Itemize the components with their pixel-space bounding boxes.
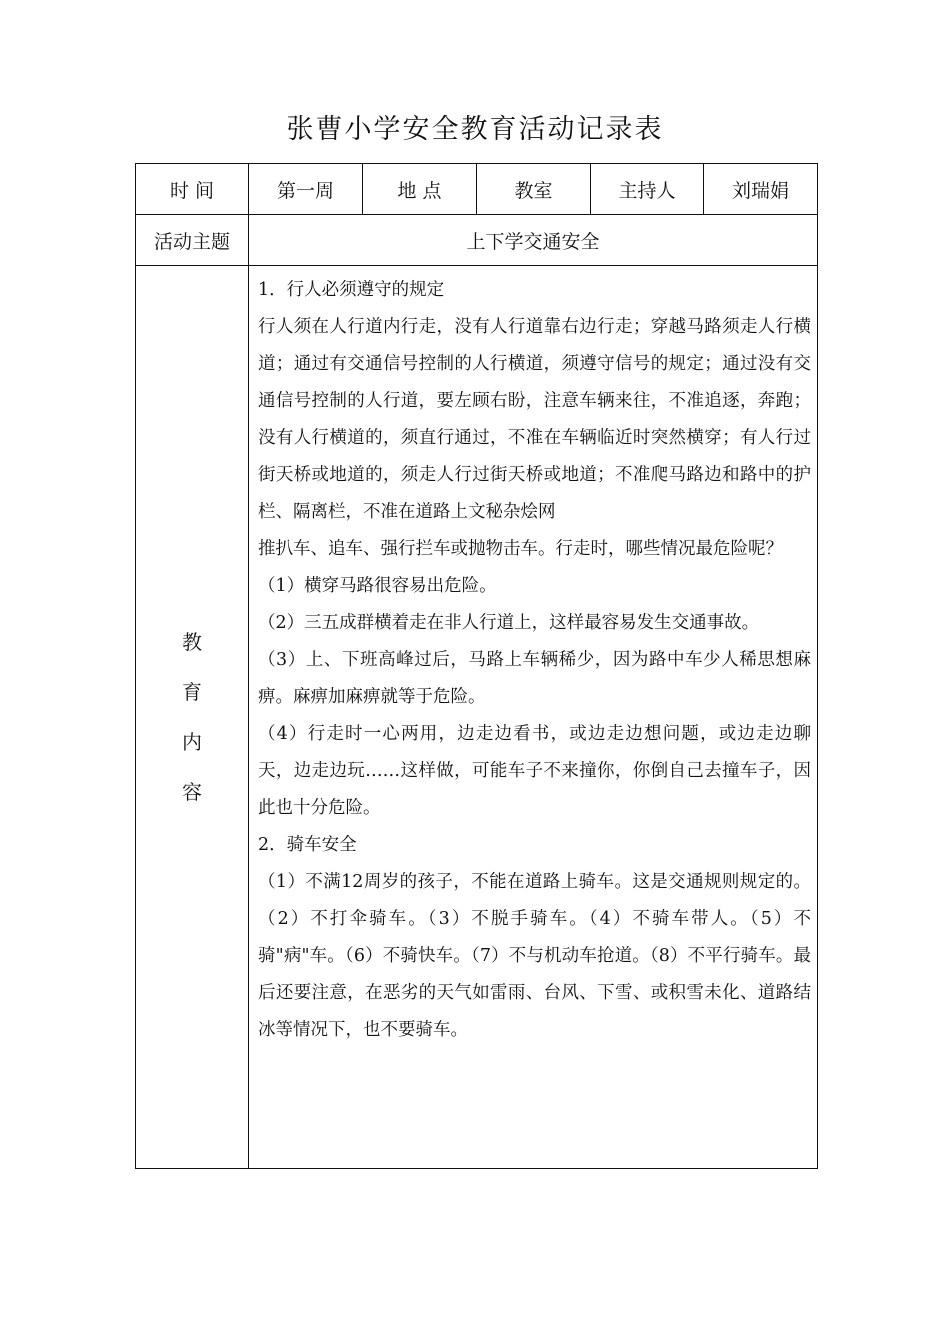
content-paragraph: 行人须在人行道内行走，没有人行道靠右边行走；穿越马路须走人行横道；通过有交通信号控制的人行横道，须遵守信号的规定；通过没有交通信号控制的人行道，要左顾右盼，注意车辆来往，不准追逐，奔跑；没有人行横道的，须直行通过，不准在车辆临近时突然横穿；有人行过街天桥或地道的，须走人行过街天桥或地道；不准爬马路边和路中的护栏、隔离栏，不准在道路上文秘杂烩网 [258,317,811,522]
content-paragraph: （3）上、下班高峰过后，马路上车辆稀少，因为路中车少人稀思想麻痹。麻痹加麻痹就等于危险。 [258,650,811,707]
place-value: 教室 [477,164,591,215]
content-paragraph: （1）不满12周岁的孩子，不能在道路上骑车。这是交通规则规定的。（2）不打伞骑车。（3）不脱手骑车。（4）不骑车带人。（5）不骑"病"车。（6）不骑快车。（7）不与机动车抢道。（8）不平行骑车。最后还要注意，在恶劣的天气如雷雨、台风、下雪、或积雪未化、道路结冰等情况下，也不要骑车。 [258,872,811,1040]
content-paragraph: （4）行走时一心两用，边走边看书，或边走边想问题，或边走边聊天，边走边玩……这样做，可能车子不来撞你，你倒自己去撞车子，因此也十分危险。 [258,724,811,818]
place-label: 地 点 [363,164,477,215]
content-label-char: 教 [182,630,202,654]
content-label-char: 育 [182,680,202,704]
theme-row [136,215,818,266]
theme-value: 上下学交通安全 [249,215,818,266]
content-row [136,266,818,1169]
host-value: 刘瑞娟 [704,164,818,215]
time-value: 第一周 [249,164,363,215]
content-paragraph: （2）三五成群横着走在非人行道上，这样最容易发生交通事故。 [258,613,760,633]
record-table [135,163,818,1169]
theme-label: 活动主题 [136,215,249,266]
content-heading-cycling: 2．骑车安全 [258,835,357,855]
content-heading-walking: 1．行人必须遵守的规定 [258,280,445,300]
page-title: 张曹小学安全教育活动记录表 [286,114,664,145]
host-label: 主持人 [591,164,704,215]
content-label [136,626,248,808]
content-paragraph: （1）横穿马路很容易出危险。 [258,576,497,596]
content-label-char: 容 [182,780,202,804]
content-paragraph: 推扒车、追车、强行拦车或抛物击车。行走时，哪些情况最危险呢？ [258,539,783,559]
content-label-char: 内 [182,730,202,754]
header-row [136,164,818,215]
time-label: 时 间 [136,164,249,215]
content-body [249,266,818,1169]
content-label-cell [136,266,249,1169]
